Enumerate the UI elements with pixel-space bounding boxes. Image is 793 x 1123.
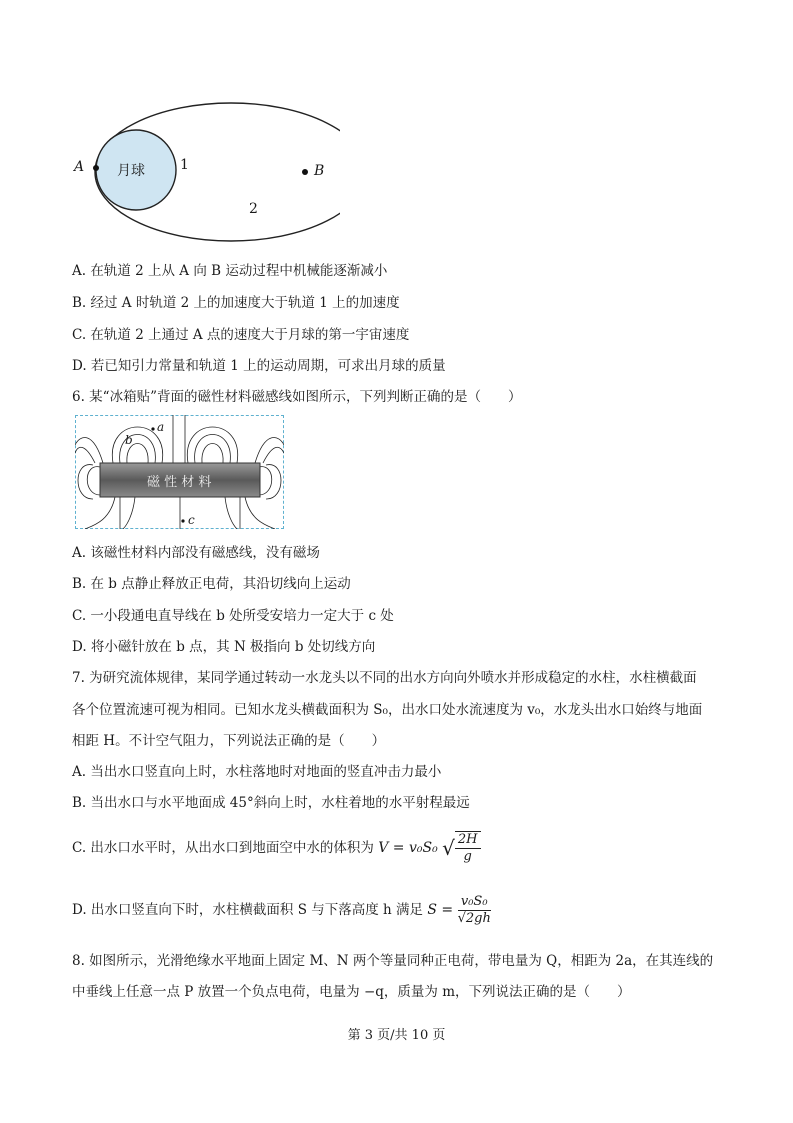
q6-option-c: C. 一小段通电直导线在 b 处所受安培力一定大于 c 处: [72, 608, 394, 624]
magnet-point-c: c: [188, 513, 195, 527]
q7-option-d: [72, 890, 491, 930]
q7-option-d-text: D. 出水口竖直向下时，水柱横截面积 S 与下落高度 h 满足: [72, 902, 424, 918]
q6-option-b: B. 在 b 点静止释放正电荷，其沿切线向上运动: [72, 576, 351, 592]
q8-stem-line-1: 8. 如图所示，光滑绝缘水平地面上固定 M、N 两个等量同种正电荷，带电量为 Q，相距为 2a，在其连线的: [72, 953, 714, 969]
orbit-2-label: 2: [249, 201, 258, 217]
q6-option-a: A. 该磁性材料内部没有磁感线，没有磁场: [72, 545, 320, 561]
q7-stem-line-3: 相距 H。不计空气阻力，下列说法正确的是（ ）: [72, 733, 386, 749]
q7-option-a: A. 当出水口竖直向上时，水柱落地时对地面的竖直冲击力最小: [72, 764, 442, 780]
q5-option-b: B. 经过 A 时轨道 2 上的加速度大于轨道 1 上的加速度: [72, 295, 400, 311]
page-footer: 第 3 页/共 10 页: [347, 1028, 446, 1043]
q6-stem: 6. 某“冰箱贴”背面的磁性材料磁感线如图所示，下列判断正确的是（ ）: [72, 389, 522, 405]
orbit-point-a: A: [74, 159, 85, 175]
q7-option-c: [72, 828, 481, 868]
q7-option-b: B. 当出水口与水平地面成 45°斜向上时，水柱着地的水平射程最远: [72, 795, 470, 811]
orbit-point-b: B: [314, 163, 325, 179]
q7-stem-line-2: 各个位置流速可视为相同。已知水龙头横截面积为 S₀，出水口处水流速度为 v₀，水龙头出水口始终与地面: [72, 702, 703, 718]
q8-stem-line-2: 中垂线上任意一点 P 放置一个负点电荷，电量为 −q，质量为 m，下列说法正确的是（ ）: [72, 984, 631, 1000]
magnet-point-b: b: [125, 433, 133, 447]
q5-option-d: D. 若已知引力常量和轨道 1 上的运动周期，可求出月球的质量: [72, 358, 446, 374]
q5-option-c: C. 在轨道 2 上通过 A 点的速度大于月球的第一宇宙速度: [72, 327, 410, 343]
q6-option-d: D. 将小磁针放在 b 点，其 N 极指向 b 处切线方向: [72, 639, 376, 655]
orbit-1-label: 1: [180, 157, 189, 173]
magnet-point-a: a: [157, 420, 165, 434]
moon-label: 月球: [117, 163, 145, 179]
q7-option-c-text: C. 出水口水平时，从出水口到地面空中水的体积为: [72, 840, 374, 856]
q7-stem-line-1: 7. 为研究流体规律，某同学通过转动一水龙头以不同的出水方向向外喷水并形成稳定的水柱，水柱横截面: [72, 670, 697, 686]
orbit-figure: [60, 100, 340, 250]
q5-option-a: A. 在轨道 2 上从 A 向 B 运动过程中机械能逐渐减小: [72, 263, 388, 279]
q7-option-d-formula: S = $\frac{\text{v₀S₀}}{√2gh}$: [427, 893, 491, 926]
q7-option-c-formula: V = v₀S₀ √ $\frac{2H}{g}$: [378, 840, 480, 856]
magnet-label: 磁 性 材 料: [147, 475, 212, 490]
